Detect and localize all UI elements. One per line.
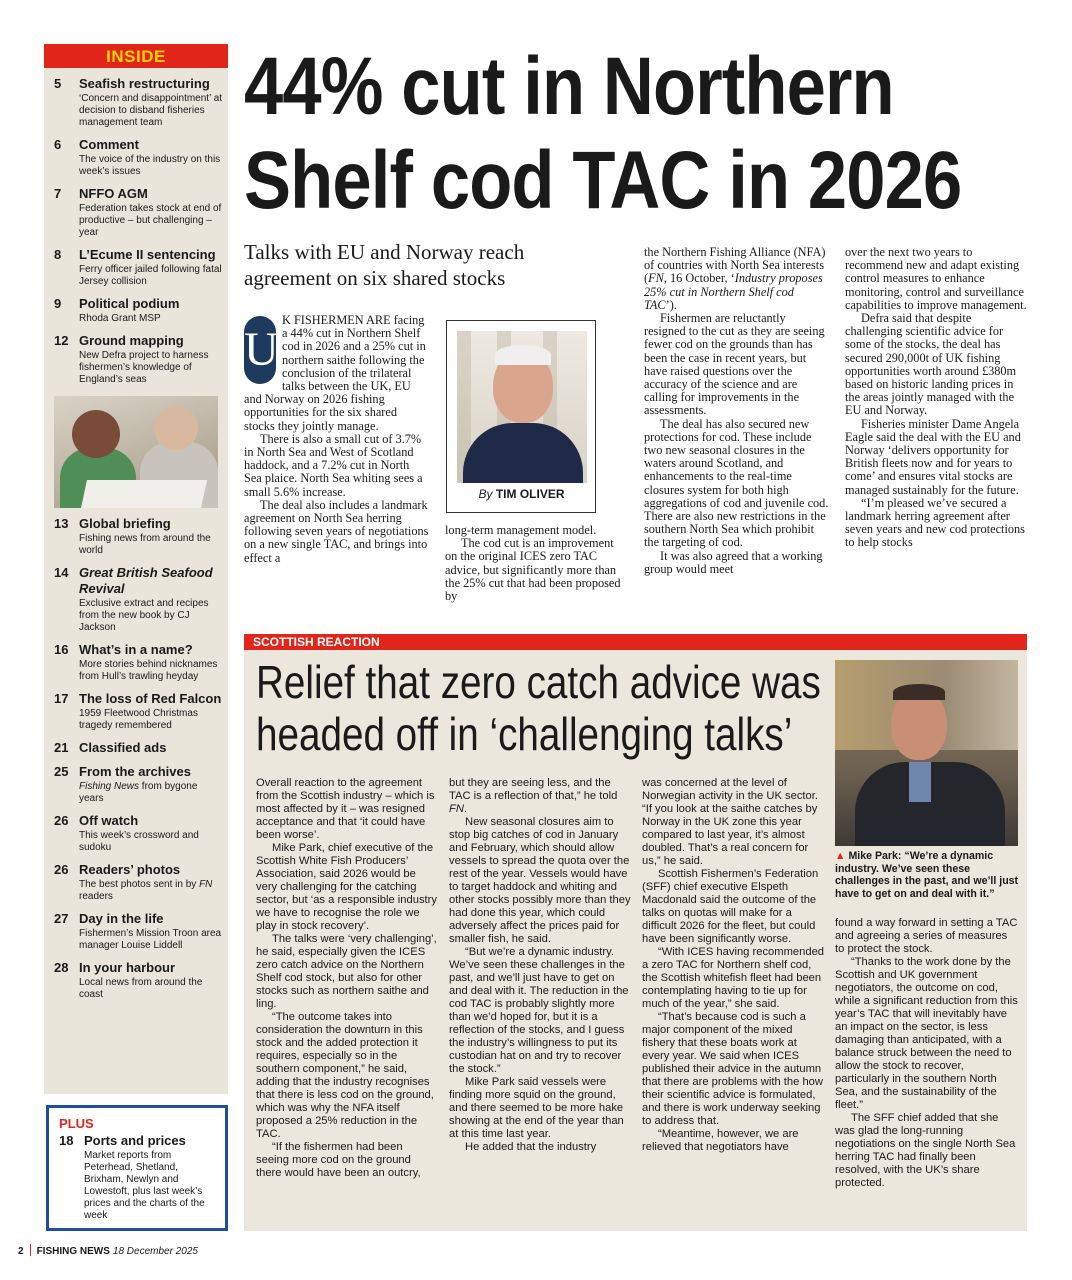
contents-desc: 1959 Fleetwood Christmas tragedy remembered	[79, 708, 198, 731]
article-paragraph	[449, 777, 631, 816]
scottish-reaction-panel	[244, 634, 1027, 1231]
contents-title: The loss of Red Falcon	[79, 691, 222, 706]
contents-page-number: 8	[54, 247, 62, 262]
contents-title: Comment	[79, 137, 139, 152]
contents-title: NFFO AGM	[79, 186, 148, 201]
contents-desc-text: The best photos sent in by	[79, 879, 200, 890]
contents-title: Global briefing	[79, 516, 171, 531]
text-run: the Northern Fishing Alliance (NFA) of countries with North Sea interests (	[644, 245, 826, 286]
contents-page-number: 26	[54, 813, 69, 828]
contents-page-number: 14	[54, 565, 69, 580]
contents-item[interactable]	[54, 565, 224, 634]
page-number: 2	[18, 1246, 24, 1257]
text-run-italic: Industry proposes 25% cut in Northern Shelf cod TAC	[644, 271, 823, 312]
contents-desc: Market reports from Peterhead, Shetland, Brixham, Newlyn and Lowestoft, plus last week’s prices and the charts of the week	[84, 1150, 205, 1221]
text-run-italic: FN	[648, 271, 664, 286]
byline-prefix: By	[478, 487, 493, 501]
photo-caption-text: Mike Park: “We’re a dynamic industry. We’ve seen these challenges in the past, and we’ll just have to get on and deal with it.”	[835, 850, 1019, 900]
contents-title: Off watch	[79, 813, 139, 828]
footer-divider	[30, 1244, 31, 1256]
article-paragraph: over the next two years to recommend new and adapt existing control measures to enhance monitoring, control and surveillance capabilities to improve management.	[845, 245, 1027, 312]
contents-title: Seafish restructuring	[79, 76, 210, 91]
page-footer	[18, 1244, 198, 1259]
contents-desc: More stories behind nicknames from Hull’s trawling heyday	[79, 659, 218, 682]
contents-page-number: 6	[54, 137, 62, 152]
article-paragraph: There is also a small cut of 3.7% in North Sea and West of Scotland haddock, and a 7.2% cut in North Sea plaice. North Sea whiting sees a small 5.6% increase.	[244, 431, 423, 499]
byline-name: TIM OLIVER	[495, 487, 565, 501]
scottish-column-2	[449, 777, 631, 1154]
article-paragraph: “I’m pleased we’ve secured a landmark herring agreement after seven years and new cod protections to help stocks	[845, 495, 1025, 550]
scottish-headline	[256, 656, 821, 760]
text-run-italic: FN	[449, 803, 464, 815]
text-run: ’).	[665, 297, 677, 312]
contents-item[interactable]	[54, 764, 224, 805]
byline	[457, 487, 586, 501]
contents-title: Readers’ photos	[79, 862, 181, 877]
contents-desc: Fishing news from around the world	[79, 533, 211, 556]
main-headline-line: Shelf cod TAC in 2026	[244, 135, 962, 226]
contents-item[interactable]	[54, 740, 224, 756]
contents-page-number: 12	[54, 333, 69, 348]
plus-box	[46, 1105, 228, 1231]
contents-desc	[79, 781, 224, 805]
article-column-4	[845, 246, 1030, 550]
drop-cap: U	[244, 316, 276, 384]
article-paragraph: The deal has also secured new protections for cod. These include two new seasonal closures in the waters around Scotland, and enhancements to the real-time closures system for both high aggregations of cod and juvenile cod. There are also new restrictions in the southern North Sea which prohibit the targeting of cod.	[644, 416, 829, 550]
inside-header: INSIDE	[44, 44, 228, 68]
article-column-1	[244, 314, 429, 565]
contents-title: Ports and prices	[84, 1133, 186, 1148]
contents-title: Great British Seafood Revival	[79, 565, 213, 596]
contents-desc: Ferry officer jailed following fatal Jersey collision	[79, 264, 222, 287]
contents-title: L’Ecume II sentencing	[79, 247, 216, 262]
article-paragraph: “But we’re a dynamic industry. We’ve seen these challenges in the past, and we’ll just have to get on and deal with it. The reduction in the cod TAC is probably slightly more than we’d hoped for, but it is a reflection of the stocks, and I guess the industry’s willingness to put its custodian hat on and try to recover the stock.”	[449, 946, 629, 1075]
contents-list-bottom	[44, 516, 228, 1001]
contents-page-number: 17	[54, 691, 69, 706]
article-column-3	[644, 246, 829, 576]
article-paragraph: The cod cut is an improvement on the original ICES zero TAC advice, but significantly more than the 25% cut that had been proposed by	[445, 536, 621, 604]
contents-page-number: 25	[54, 764, 69, 779]
contents-item[interactable]	[54, 960, 224, 1001]
contents-page-number: 16	[54, 642, 69, 657]
article-paragraph: Fishermen are reluctantly resigned to the cut as they are seeing fewer cod on the grounds than has been the case in recent years, but have raised questions over the accuracy of the science and are calling for improvements in the assessments.	[644, 311, 825, 418]
article-paragraph	[644, 246, 829, 312]
contents-page-number: 21	[54, 740, 69, 755]
contents-list-top	[44, 76, 228, 386]
scottish-column-3	[642, 777, 825, 1154]
article-paragraph: It was also agreed that a working group would meet	[644, 548, 823, 576]
article-paragraph: The SFF chief added that she was glad the long-running negotiations on the single North Sea herring TAC had finally been resolved, with the UK’s share protected.	[835, 1112, 1016, 1189]
contents-page-number: 9	[54, 296, 62, 311]
article-paragraph: New seasonal closures aim to stop big catches of cod in January and February, which should allow vessels to spread the quota over the rest of the year. Vessels would have to target haddock and whiting and other stocks possibly more than they had done this year, which could adversely affect the prices paid for smaller fish, he said.	[449, 816, 631, 945]
contents-page-number: 5	[54, 76, 62, 91]
author-photo	[457, 331, 587, 483]
mike-park-photo	[835, 660, 1018, 846]
contents-item[interactable]	[54, 76, 224, 129]
contents-title: What’s in a name?	[79, 642, 193, 657]
main-headline-line: 44% cut in Northern	[244, 41, 894, 132]
scottish-column-4	[835, 917, 1018, 1190]
contents-desc: ‘Concern and disappointment’ at decision to disband fisheries management team	[79, 93, 223, 128]
caption-triangle-icon: ▲	[835, 850, 846, 862]
byline-box	[446, 320, 596, 513]
contents-page-number: 13	[54, 516, 69, 531]
contents-title: From the archives	[79, 764, 191, 779]
contents-item[interactable]	[54, 186, 224, 239]
photo-caption	[835, 850, 1019, 900]
contents-item[interactable]	[54, 813, 224, 854]
article-paragraph: Scottish Fishermen’s Federation (SFF) chief executive Elspeth Macdonald said the outcome of the talks on quotas will make for a difficult 2026 for the fleet, but could have been significantly worse.	[642, 868, 819, 945]
article-paragraph: The talks were ‘very challenging’, he said, especially given the ICES zero catch advice on the Northern Shelf cod stock, but also for other stocks such as northern saithe and ling.	[256, 933, 437, 1010]
article-paragraph: “Thanks to the work done by the Scottish and UK government negotiators, the outcome on cod, while a significant reduction from this year’s TAC that will inevitably have an impact on the sector, is less damaging than anticipated, with a balance struck between the need to allow the stock to recover, particularly in the southern North Sea, and the sustainability of the fleet.”	[835, 956, 1018, 1111]
contents-desc: New Defra project to harness fishermen’s knowledge of England’s seas	[79, 350, 209, 385]
contents-title: In your harbour	[79, 960, 176, 975]
contents-item[interactable]	[54, 516, 224, 557]
article-paragraph: “If the fishermen had been seeing more cod on the ground there would have been an outcry,	[256, 1141, 421, 1179]
contents-sidebar	[44, 44, 228, 1094]
contents-title: Classified ads	[79, 740, 167, 755]
contents-title: Day in the life	[79, 911, 164, 926]
contents-item[interactable]	[54, 691, 224, 732]
contents-item[interactable]	[54, 862, 224, 903]
article-paragraph: The deal also includes a landmark agreement on North Sea herring following seven years of negotiations on a new single TAC, and brings into effect a	[244, 497, 429, 565]
contents-desc-text: from bygone years	[79, 781, 198, 804]
contents-desc: Federation takes stock at end of productive – but challenging – year	[79, 203, 222, 238]
article-paragraph: found a way forward in setting a TAC and agreeing a series of measures to protect the stock.	[835, 917, 1018, 955]
contents-desc: Fishermen’s Mission Troon area manager Louise Liddell	[79, 928, 222, 951]
article-paragraph: “Meantime, however, we are relieved that negotiators have	[642, 1128, 799, 1153]
contents-title: Political podium	[79, 296, 180, 311]
contents-page-number: 28	[54, 960, 69, 975]
contents-page-number: 18	[59, 1133, 74, 1148]
contents-desc-italic: FN	[199, 879, 213, 890]
main-subhead: Talks with EU and Norway reach agreement on six shared stocks	[244, 240, 525, 290]
contents-item[interactable]	[59, 1133, 219, 1222]
scottish-column-1	[256, 777, 438, 1180]
main-headline	[244, 40, 962, 228]
contents-desc: This week’s crossword and sudoku	[79, 830, 199, 853]
contents-desc: Exclusive extract and recipes from the new book by CJ Jackson	[79, 598, 209, 633]
article-paragraph: “The outcome takes into consideration the downturn in this stock and the added protection it requires, especially so in the southern component,” he said, adding that the industry recognises that there is less cod on the ground, which was why the NFA itself proposed a 25% reduction in the TAC.	[256, 1011, 434, 1140]
text-run: but they are seeing less, and the TAC is a reflection of that,” he told	[449, 777, 618, 802]
issue-date: 18 December 2025	[112, 1246, 198, 1257]
publication-name: FISHING NEWS	[36, 1246, 110, 1257]
contents-item[interactable]	[54, 911, 224, 952]
contents-page-number: 27	[54, 911, 69, 926]
ground-mapping-photo	[54, 396, 218, 508]
article-paragraph: “That’s because cod is such a major component of the mixed fishery that these boats work at every year. We said when ICES published their advice in the autumn that there are problems with the how their scientific advice is formulated, and there is work underway seeking to address that.	[642, 1011, 823, 1127]
contents-item[interactable]	[54, 333, 224, 386]
scottish-headline-line: Relief that zero catch advice was	[256, 656, 821, 708]
section-tag: SCOTTISH REACTION	[244, 634, 1027, 650]
contents-item[interactable]	[54, 642, 224, 683]
article-paragraph: was concerned at the level of Norwegian activity in the UK sector. “If you look at the saithe catches by Norway in the UK zone this year compared to last year, it’s almost doubled. That’s a real concern for us,” he said.	[642, 777, 818, 867]
article-paragraph: He added that the industry	[465, 1141, 597, 1153]
contents-desc	[79, 879, 224, 903]
plus-header: PLUS	[59, 1116, 94, 1131]
scottish-headline-line: headed off in ‘challenging talks’	[256, 708, 793, 760]
contents-desc: The voice of the industry on this week’s issues	[79, 154, 221, 177]
article-paragraph: Mike Park, chief executive of the Scottish White Fish Producers’ Association, said 2026 would be very challenging for the catching sector, but ‘as a responsible industry we have to recognise the role we play in stock recovery’.	[256, 842, 437, 932]
contents-desc-italic: Fishing News	[79, 781, 140, 792]
contents-page-number: 26	[54, 862, 69, 877]
article-paragraph	[244, 314, 429, 433]
contents-desc: Rhoda Grant MSP	[79, 313, 161, 324]
article-paragraph: Mike Park said vessels were finding more squid on the ground, and there seemed to be more hake showing at the end of the year than at this time last year.	[449, 1076, 624, 1140]
contents-title: Ground mapping	[79, 333, 184, 348]
text-run: , 16 October, ‘	[663, 271, 735, 286]
article-column-2	[445, 524, 625, 603]
article-paragraph: Defra said that despite challenging scientific advice for some of the stocks, the deal has secured 290,000t of UK fishing opportunities worth around £380m based on historic landing prices in the areas jointly managed with the EU and Norway.	[845, 311, 1017, 418]
article-paragraph: “With ICES having recommended a zero TAC for Northern shelf cod, the Scottish whitefish fleet had been contemplating having to tie up for much of the year,” she said.	[642, 946, 825, 1010]
contents-item[interactable]	[54, 296, 224, 325]
contents-desc: Local news from around the coast	[79, 977, 203, 1000]
contents-desc-text: readers	[79, 891, 113, 902]
article-paragraph: long-term management model.	[445, 523, 597, 537]
article-paragraph: Fisheries minister Dame Angela Eagle said the deal with the EU and Norway ‘delivers opportunity for British fleets now and for years to come’ and ensures vital stocks are managed sustainably for the future.	[845, 416, 1021, 497]
contents-item[interactable]	[54, 247, 224, 288]
contents-item[interactable]	[54, 137, 224, 178]
contents-page-number: 7	[54, 186, 62, 201]
article-paragraph: Overall reaction to the agreement from the Scottish industry – which is most affected by it – was resigned acceptance and that ‘it could have been worse’.	[256, 777, 435, 841]
article-paragraph-text: K FISHERMEN ARE facing a 44% cut in Northern Shelf cod in 2026 and a 25% cut in northern saithe following the conclusion of the trilateral talks between the UK, EU and Norway on 2026 fishing opportunities for the six shared stocks they jointly manage.	[244, 313, 426, 433]
text-run: .	[463, 803, 468, 815]
